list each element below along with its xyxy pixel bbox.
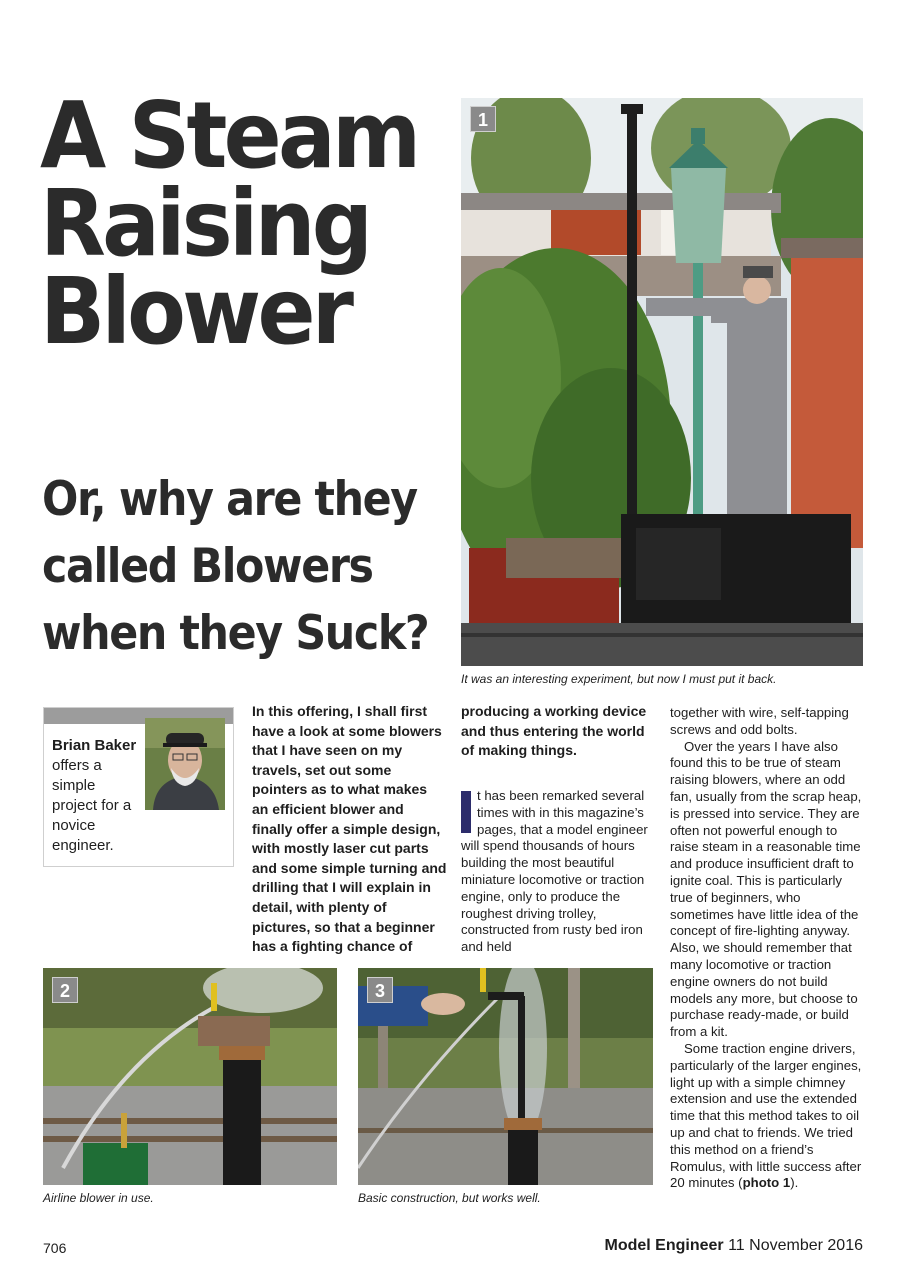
intro-text: In this offering, I shall first have a look at some blowers that I have seen on my travels, set out some pointers as to what makes an efficient blower and finally offer a simple design, with mostly laser cut parts and some simple turning and drilling that I will explain in detail, with plenty of pictures, so that a beginner has a fighting chance of bbox=[252, 703, 447, 955]
photo-2-caption: Airline blower in use. bbox=[43, 1191, 154, 1205]
photo-3-image bbox=[358, 968, 653, 1185]
body-paragraph-3 bbox=[670, 1041, 866, 1192]
photo-1-number: 1 bbox=[470, 106, 496, 132]
subtitle-line-3: when they Suck? bbox=[42, 606, 429, 661]
body-paragraph-3-text: Some traction engine drivers, particularly of the larger engines, light up with a simple chimney extension and use the extended time that this method takes to oil up and chat to friends. We tried this method on a friend’s Romulus, with little success after 20 minutes ( bbox=[670, 1040, 862, 1191]
intro-text-continued: producing a working device and thus entering the world of making things. bbox=[461, 703, 647, 759]
photo-3-caption: Basic construction, but works well. bbox=[358, 1191, 541, 1205]
body-column-1 bbox=[461, 788, 653, 956]
article-title bbox=[40, 82, 431, 365]
photo-2-image bbox=[43, 968, 337, 1185]
title-line-2: Raising bbox=[40, 170, 370, 277]
photo-1-image bbox=[461, 98, 863, 666]
title-line-1: A Steam bbox=[40, 82, 418, 189]
body-column-1-text: t has been remarked several times with in this magazine’s pages, that a model engineer will spend thousands of hours building the most beautiful miniature locomotive or traction engine, only to produce the roughest driving trolley, constructed from rusty bed iron and held bbox=[461, 788, 648, 955]
author-text bbox=[52, 736, 142, 856]
body-paragraph-2: Over the years I have also found this to be true of steam raising blowers, where an odd fan, usually from the scrap heap, is pressed into service. They are often not powerful enough to raise steam in a reasonable time and produce insufficient draft to ignite coal. This is particularly true of beginners, who sometimes have little idea of the concept of fire-lighting anyway. Also, we should remember that many locomotive or traction engine owners do not build models any more, but choose to purchase ready-made, or build from a kit. bbox=[670, 738, 862, 1040]
author-box bbox=[43, 707, 234, 867]
author-name: Brian Baker bbox=[52, 737, 137, 754]
issue-date: 11 November 2016 bbox=[728, 1237, 863, 1254]
article-subtitle bbox=[42, 466, 433, 667]
author-blurb: offers a simple project for a novice engineer. bbox=[52, 757, 132, 854]
footer-magazine bbox=[605, 1237, 863, 1255]
subtitle-line-2: called Blowers bbox=[42, 539, 373, 594]
photo-2-number: 2 bbox=[52, 977, 78, 1003]
photo-1-caption: It was an interesting experiment, but now I must put it back. bbox=[461, 672, 777, 686]
photo-3 bbox=[358, 968, 653, 1185]
photo-1 bbox=[461, 98, 863, 666]
body-paragraph-3-end: ). bbox=[790, 1175, 799, 1191]
body-paragraph-1: together with wire, self-tapping screws and odd bolts. bbox=[670, 705, 849, 737]
subtitle-line-1: Or, why are they bbox=[42, 472, 417, 527]
photo-2 bbox=[43, 968, 337, 1185]
photo-reference: photo 1 bbox=[742, 1175, 791, 1191]
photo-3-number: 3 bbox=[367, 977, 393, 1003]
drop-cap bbox=[461, 791, 471, 833]
magazine-name: Model Engineer bbox=[604, 1237, 724, 1254]
title-line-3: Blower bbox=[40, 258, 351, 365]
author-photo bbox=[145, 718, 225, 810]
body-column-2 bbox=[670, 705, 866, 1192]
page-number: 706 bbox=[43, 1240, 67, 1256]
